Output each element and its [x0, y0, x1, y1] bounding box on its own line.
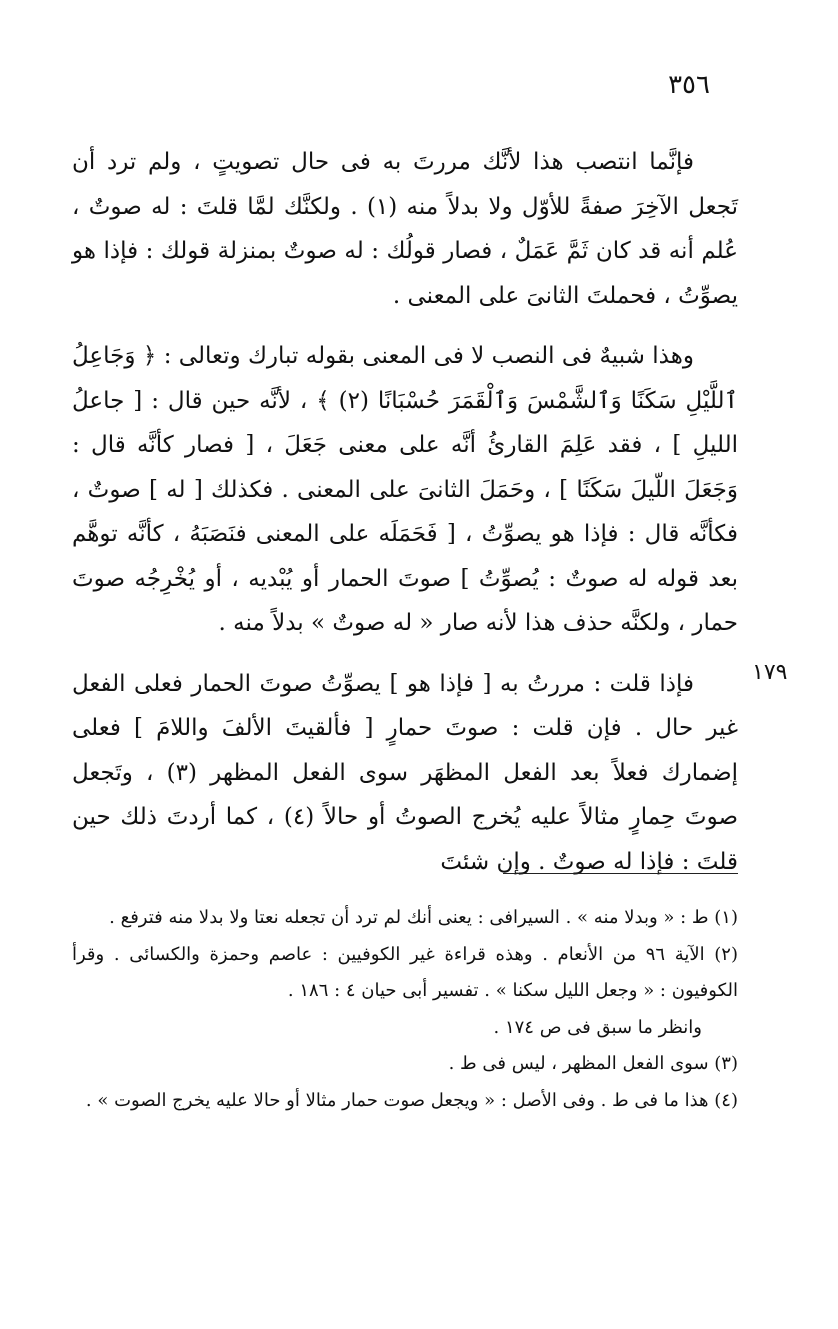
- paragraph-1: فإنَّما انتصب هذا لأنَّك مررتَ به فى حال تصويتٍ ، ولم ترد أن تَجعل الآخِرَ صفةً للأوّل ولا بدلاً منه (١) . ولكنَّك لمَّا قلتَ : له صوتٌ ، عُلم أنه قد كان ثَمَّ عَمَلٌ ، فصار قولُك : له صوتٌ بمنزلة قولك : فإذا هو يصوِّتُ ، فحملتَ الثانىَ على المعنى .: [72, 149, 738, 309]
- footnote-2: (٢) الآية ٩٦ من الأنعام . وهذه قراءة غير الكوفيين : عاصم وحمزة والكسائى . وقرأ الكوفيون : « وجعل الليل سكنا » . تفسير أبى حيان ٤ : ١٨٦ .: [72, 943, 738, 1001]
- paragraph-3: فإذا قلت : مررتُ به [ فإذا هو ] يصوِّتُ صوتَ الحمار فعلى الفعل غير حال . فإن قلت : صوتَ حمارٍ [ فألقيتَ الألفَ واللامَ ] فعلى إضمارك فعلاً بعد الفعل المظهَر سوى الفعل المظهر (٣) ، وتَجعل صوتَ حِمارٍ مثالاً عليه يُخرج الصوتُ أو حالاً (٤) ، كما أردتَ ذلك حين قلتَ : فإذا له صوتٌ . وإن شئتَ: [72, 670, 739, 875]
- main-text: [72, 140, 738, 900]
- footnote-1: (١) ط : « وبدلا منه » . السيرافى : يعنى أنك لم ترد أن تجعله نعتا ولا بدلا منه فترفع .: [109, 907, 738, 928]
- paragraph-2: وهذا شبيهٌ فى النصب لا فى المعنى بقوله تبارك وتعالى : ﴿ وَجَاعِلُ ٱللَّيْلِ سَكَنًا وَٱلشَّمْسَ وَٱلْقَمَرَ حُسْبَانًا (٢) ﴾ ، لأنَّه حين قال : [ جاعلُ الليلِ ] ، فقد عَلِمَ القارئُ أنَّه على معنى جَعَلَ ، [ فصار كأنَّه قال : وَجَعَلَ اللّيلَ سَكَنًا ] ، وحَمَلَ الثانىَ على المعنى . فكذلك [ له ] صوتٌ ، فكأنَّه قال : فإذا هو يصوِّتُ ، [ فَحَمَلَه على المعنى فنَصَبَهُ ، كأنَّه توهَّم بعد قوله له صوتٌ : يُصوِّتُ ] صوتَ الحمار أو يُبْديه ، أو يُخْرِجُه صوتَ حمار ، ولكنَّه حذف هذا لأنه صار « له صوتٌ » بدلاً منه .: [72, 343, 738, 636]
- footnote-3: (٣) سوى الفعل المظهر ، ليس فى ط .: [448, 1053, 738, 1074]
- margin-number: ١٧٩: [752, 660, 788, 685]
- footnote-2-continuation: وانظر ما سبق فى ص ١٧٤ .: [493, 1016, 702, 1038]
- footnote-divider: [503, 873, 738, 874]
- footnotes: [72, 900, 738, 1119]
- footnote-4: (٤) هذا ما فى ط . وفى الأصل : « ويجعل صوت حمار مثالا أو حالا عليه يخرج الصوت » .: [85, 1089, 738, 1111]
- page-number: ٣٥٦: [668, 70, 710, 100]
